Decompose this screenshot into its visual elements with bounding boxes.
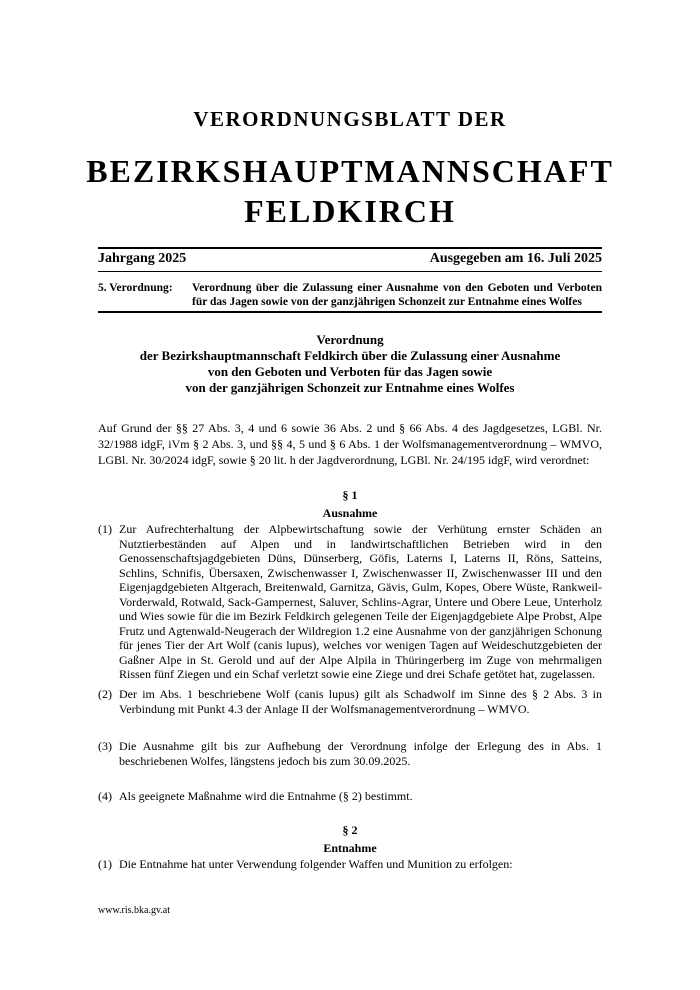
item-number: (4) (98, 789, 112, 803)
title-line: der Bezirkshauptmannschaft Feldkirch über die Zulassung einer Ausnahme (139, 348, 561, 363)
item-number: (1) (98, 857, 112, 871)
item-text: Zur Aufrechterhaltung der Alpbewirtschaftung sowie der Verhütung ernster Schäden an Nutztierbeständen auf Alpen und in landwirtschaftlichen Betrieben wird in den Genossenschaftsjagdgebieten Düns, Dünserberg, Göfis, Laterns I, Laterns II, Röns, Satteins, Schlins, Schnifis, Übersaxen, Zwischenwasser I, Zwischenwasser II, Zwischenwasser III und den Eigenjagdgebieten Altgerach, Breitenwald, Garnitza, Gävis, Gulm, Kopes, Obere Wüste, Rankweil-Vorderwald, Rotwald, Sack-Gampernest, Saluver, Schlins-Agrar, Untere und Obere Leue, Unterholz und Wies sowie für die im Bezirk Feldkirch gelegenen Teile der Eigenjagdgebiete Alpe Probst, Alpe Frutz und Agtenwald-Neugerach der Wildregion 1.2 eine Ausnahme von der ganzjährigen Schonung für jenes Tier der Art Wolf (canis lupus), welches vor wenigen Tagen auf Weideschutzgebieten der Gaßner Alpe in St. Gerold und auf der Alpe Alpila in Thüringerberg im Zuge von mehrmaligen Rissen fünf Ziegen und ein Schaf verletzt sowie eine Ziege und drei Schafe getötet hat, zugelassen. (119, 522, 602, 681)
ordinance-label: 5. Verordnung: (98, 282, 173, 294)
item-text: Der im Abs. 1 beschriebene Wolf (canis lupus) gilt als Schadwolf im Sinne des § 2 Abs. 3 in Verbindung mit Punkt 4.3 der Anlage II der Wolfsmanagementverordnung – WMVO. (119, 687, 602, 716)
title-line: von den Geboten und Verboten für das Jagen sowie (207, 364, 493, 379)
ordinance-summary: Verordnung über die Zulassung einer Ausnahme von den Geboten und Verboten für das Jagen sowie von der ganzjährigen Schonzeit zur Entnahme eines Wolfes (192, 282, 602, 308)
title-line: von der ganzjährigen Schonzeit zur Entnahme eines Wolfes (185, 380, 515, 395)
section-1-item-4 (98, 789, 602, 804)
section-2-item-1 (98, 857, 602, 872)
entry-rule (98, 311, 602, 313)
section-1-number: § 1 (342, 488, 358, 502)
issue-date: Ausgegeben am 16. Juli 2025 (429, 251, 602, 266)
item-number: (1) (98, 522, 112, 536)
section-1-item-2 (98, 687, 602, 716)
issue-row (98, 251, 602, 267)
jahrgang: Jahrgang 2025 (98, 251, 187, 266)
footer-link[interactable]: www.ris.bka.gv.at (98, 905, 171, 916)
section-2-number: § 2 (342, 823, 358, 837)
issue-rule (98, 271, 602, 272)
section-1-heading: Ausnahme (322, 506, 378, 520)
intro-paragraph: Auf Grund der §§ 27 Abs. 3, 4 und 6 sowie 36 Abs. 2 und § 66 Abs. 4 des Jagdgesetzes, LGBl. Nr. 32/1988 idgF, iVm § 2 Abs. 3, und §§ 4, 5 und § 6 Abs. 1 der Wolfsmanagementverordnung – WMVO, LGBl. Nr. 30/2024 idgF, sowie § 20 lit. h der Jagdverordnung, LGBl. Nr. 24/195 idgF, wird verordnet: (98, 421, 602, 467)
ordinance-entry (98, 281, 602, 309)
item-text: Als geeignete Maßnahme wird die Entnahme (§ 2) bestimmt. (119, 789, 413, 803)
item-number: (2) (98, 687, 112, 701)
masthead-title (0, 151, 700, 231)
item-text: Die Ausnahme gilt bis zur Aufhebung der Verordnung infolge der Erlegung des in Abs. 1 beschriebenen Wolfes, längstens jedoch bis zum 30.09.2025. (119, 739, 602, 768)
masthead-line-3: FELDKIRCH (244, 193, 456, 229)
ordinance-title (98, 332, 602, 396)
masthead-line-1: VERORDNUNGSBLATT DER (193, 107, 507, 131)
section-1-item-1 (98, 522, 602, 682)
item-text: Die Entnahme hat unter Verwendung folgender Waffen und Munition zu erfolgen: (119, 857, 513, 871)
section-2-heading: Entnahme (323, 841, 377, 855)
top-rule (98, 247, 602, 249)
masthead-line-2: BEZIRKSHAUPTMANNSCHAFT (86, 153, 614, 189)
title-line: Verordnung (316, 332, 384, 347)
item-number: (3) (98, 739, 112, 753)
section-1-item-3 (98, 739, 602, 768)
